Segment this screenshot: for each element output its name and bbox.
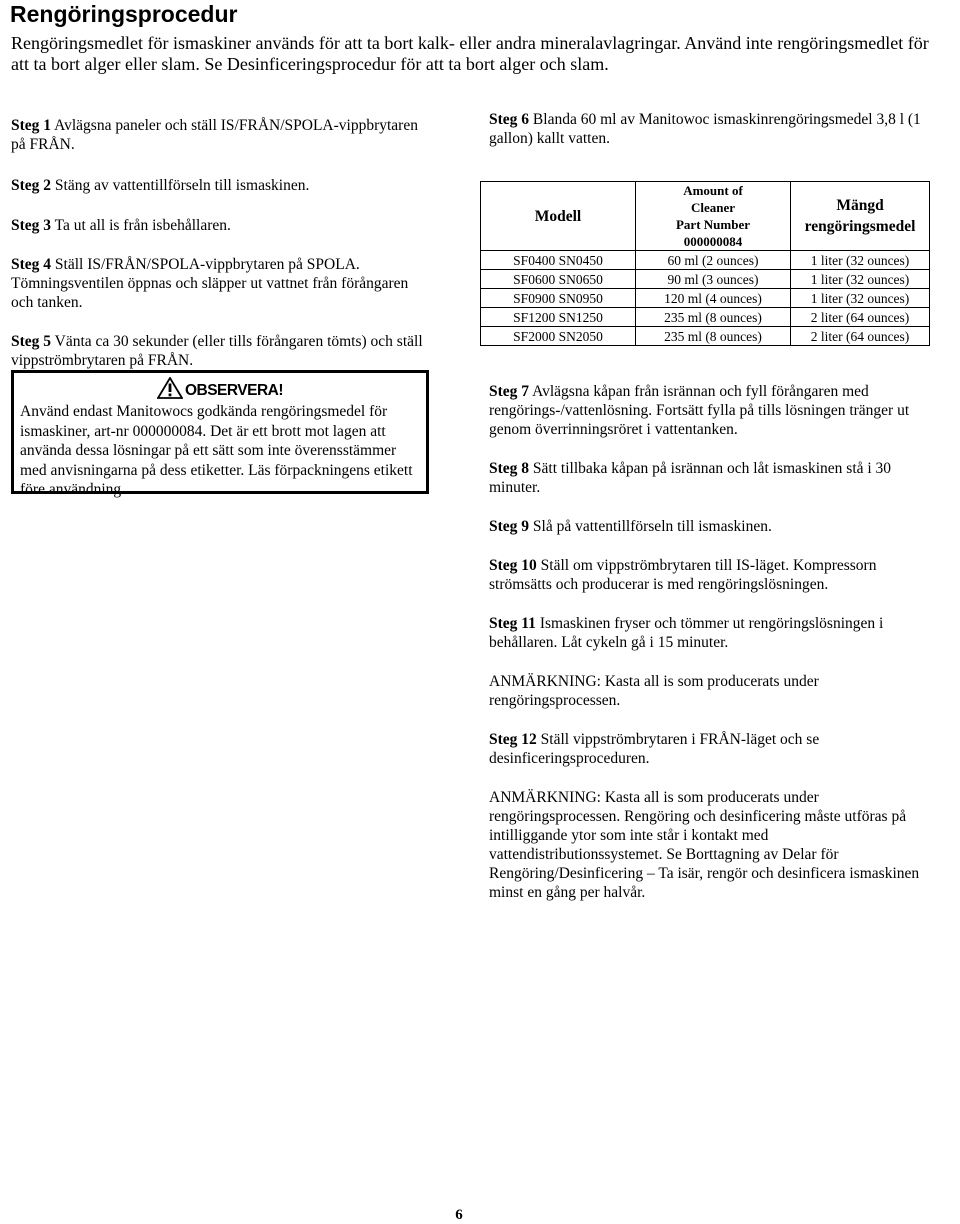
step-4 bbox=[11, 255, 431, 312]
note-text: ANMÄRKNING: Kasta all is som producerats under rengöringsprocessen. bbox=[489, 673, 819, 709]
step-text: Blanda 60 ml av Manitowoc ismaskinrengöringsmedel 3,8 l (1 gallon) kallt vatten. bbox=[489, 111, 921, 147]
header-amount-line: Amount of bbox=[683, 183, 743, 198]
step-label: Steg 9 bbox=[489, 518, 530, 535]
header-amount-line: 000000084 bbox=[683, 234, 743, 249]
left-column bbox=[11, 116, 431, 498]
cell-quantity: 2 liter (64 ounces) bbox=[791, 308, 930, 327]
header-amount bbox=[636, 182, 791, 251]
table-row bbox=[481, 327, 930, 346]
cleaner-amount-table bbox=[480, 181, 930, 346]
step-label: Steg 11 bbox=[489, 615, 536, 632]
right-lower-column bbox=[489, 382, 929, 922]
table-row bbox=[481, 270, 930, 289]
step-11 bbox=[489, 614, 929, 652]
cell-quantity: 2 liter (64 ounces) bbox=[791, 327, 930, 346]
cell-amount: 235 ml (8 ounces) bbox=[636, 308, 791, 327]
step-6 bbox=[489, 110, 929, 148]
page-title: Rengöringsprocedur bbox=[10, 1, 238, 27]
cell-model: SF0600 SN0650 bbox=[481, 270, 636, 289]
step-label: Steg 12 bbox=[489, 731, 537, 748]
step-label: Steg 4 bbox=[11, 256, 52, 273]
step-2 bbox=[11, 176, 431, 195]
table-row bbox=[481, 289, 930, 308]
step-label: Steg 6 bbox=[489, 111, 530, 128]
step-5 bbox=[11, 332, 431, 370]
header-quantity-line: Mängd bbox=[836, 197, 884, 214]
cell-model: SF1200 SN1250 bbox=[481, 308, 636, 327]
step-text: Ismaskinen fryser och tömmer ut rengöringslösningen i behållaren. Låt cykeln gå i 15 minuter. bbox=[489, 615, 884, 651]
step-text: Ställ om vippströmbrytaren till IS-läget. Kompressorn strömsätts och producerar is med rengöringslösningen. bbox=[489, 557, 877, 593]
table-row bbox=[481, 308, 930, 327]
note-text: ANMÄRKNING: Kasta all is som producerats under rengöringsprocessen. Rengöring och desinficering måste utföras på intilliggande ytor som inte står i kontakt med vattendistributionssystemet. Se Borttagning av Delar för Rengöring/Desinficering – Ta isär, rengör och desinficera ismaskinen minst en gång per halvår. bbox=[489, 789, 920, 901]
cell-amount: 120 ml (4 ounces) bbox=[636, 289, 791, 308]
step-label: Steg 3 bbox=[11, 217, 52, 234]
step-text: Ta ut all is från isbehållaren. bbox=[51, 217, 231, 234]
step-text: Avlägsna kåpan från isrännan och fyll förångaren med rengörings-/vattenlösning. Fortsätt fylla på tills lösningen tränger ut genom överrinningsröret i vattentanken. bbox=[489, 383, 910, 438]
step-text: Ställ vippströmbrytaren i FRÅN-läget och se desinficeringsproceduren. bbox=[489, 731, 820, 767]
step-7 bbox=[489, 382, 929, 439]
step-label: Steg 8 bbox=[489, 460, 530, 477]
table-header-row bbox=[481, 182, 930, 251]
step-12 bbox=[489, 730, 929, 768]
step-label: Steg 10 bbox=[489, 557, 537, 574]
header-model: Modell bbox=[481, 182, 636, 251]
warning-text: Använd endast Manitowocs godkända rengöringsmedel för ismaskiner, art-nr 000000084. Det är ett brott mot lagen att använda dessa lösningar på ett sätt som inte överensstämmer med anvisningarna på dess etiketter. Läs förpackningens etikett före användning. bbox=[20, 403, 413, 498]
step-text: Ställ IS/FRÅN/SPOLA-vippbrytaren på SPOLA. Tömningsventilen öppnas och släpper ut vattnet från förångaren och tanken. bbox=[11, 256, 409, 311]
page-number: 6 bbox=[455, 1207, 463, 1223]
cell-quantity: 1 liter (32 ounces) bbox=[791, 251, 930, 270]
step-3 bbox=[11, 216, 431, 235]
cell-quantity: 1 liter (32 ounces) bbox=[791, 270, 930, 289]
cell-amount: 235 ml (8 ounces) bbox=[636, 327, 791, 346]
step-label: Steg 2 bbox=[11, 177, 52, 194]
step-text: Sätt tillbaka kåpan på isrännan och låt ismaskinen stå i 30 minuter. bbox=[489, 460, 892, 496]
step-text: Stäng av vattentillförseln till ismaskinen. bbox=[51, 177, 310, 194]
step-label: Steg 7 bbox=[489, 383, 530, 400]
intro-paragraph: Rengöringsmedlet för ismaskiner används för att ta bort kalk- eller andra mineralavlagringar. Använd inte rengöringsmedlet för att ta bort alger eller slam. Se Desinficeringsprocedur för att ta bort alger och slam. bbox=[11, 33, 929, 74]
step-10 bbox=[489, 556, 929, 594]
step-6-block bbox=[489, 110, 929, 148]
cell-model: SF0400 SN0450 bbox=[481, 251, 636, 270]
warning-title: OBSERVERA! bbox=[184, 382, 284, 399]
cell-model: SF2000 SN2050 bbox=[481, 327, 636, 346]
note-1 bbox=[489, 672, 929, 710]
step-text: Vänta ca 30 sekunder (eller tills förångaren tömts) och ställ vippströmbrytaren på FRÅN. bbox=[11, 333, 423, 369]
step-1 bbox=[11, 116, 431, 154]
table-row bbox=[481, 251, 930, 270]
header-amount-line: Part Number bbox=[675, 217, 750, 232]
header-quantity-line: rengöringsmedel bbox=[804, 218, 916, 235]
step-text: Slå på vattentillförseln till ismaskinen. bbox=[529, 518, 772, 535]
warning-box bbox=[11, 370, 429, 498]
cell-amount: 90 ml (3 ounces) bbox=[636, 270, 791, 289]
cell-model: SF0900 SN0950 bbox=[481, 289, 636, 308]
header-quantity bbox=[791, 182, 930, 251]
warning-triangle-icon bbox=[157, 377, 183, 399]
cell-amount: 60 ml (2 ounces) bbox=[636, 251, 791, 270]
step-label: Steg 1 bbox=[11, 117, 52, 134]
step-8 bbox=[489, 459, 929, 497]
step-label: Steg 5 bbox=[11, 333, 52, 350]
step-9 bbox=[489, 517, 929, 536]
step-text: Avlägsna paneler och ställ IS/FRÅN/SPOLA-vippbrytaren på FRÅN. bbox=[11, 117, 418, 153]
cell-quantity: 1 liter (32 ounces) bbox=[791, 289, 930, 308]
note-2 bbox=[489, 788, 929, 902]
header-amount-line: Cleaner bbox=[690, 200, 736, 215]
warning-heading bbox=[20, 377, 420, 402]
